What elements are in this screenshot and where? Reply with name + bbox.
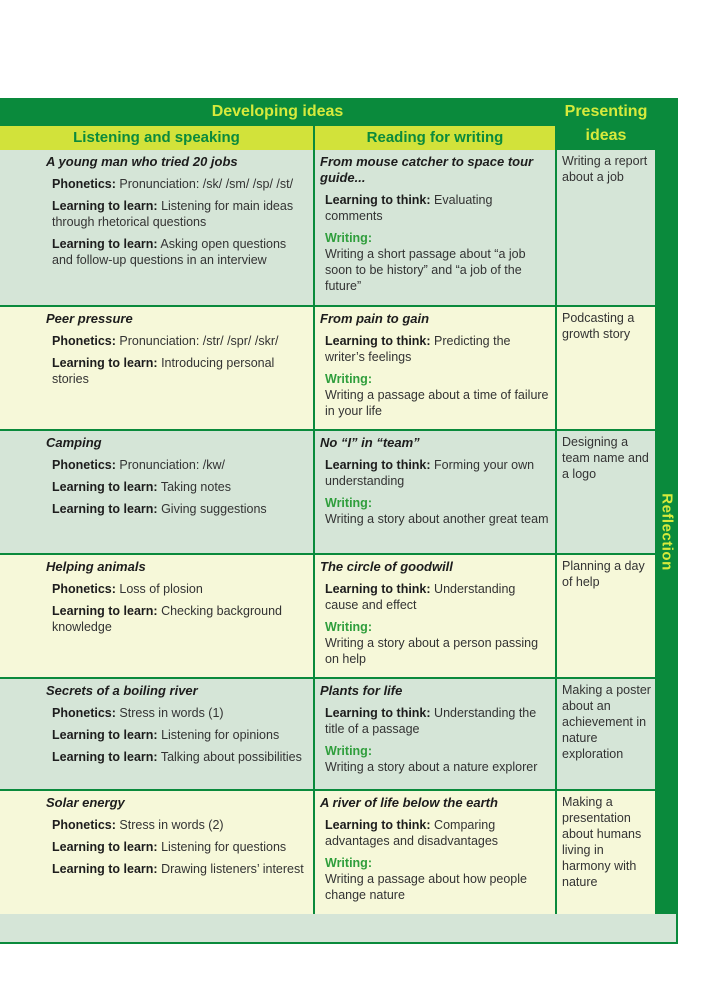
- presenting-ideas-header: [557, 98, 655, 150]
- presenting-cell: [557, 679, 655, 789]
- presenting-cell: [557, 555, 655, 677]
- listening-cell: [0, 555, 313, 677]
- learning-to-learn-item: Learning to learn: Taking notes: [52, 480, 232, 494]
- listening-title: A young man who tried 20 jobs: [46, 154, 238, 169]
- listening-title: Camping: [46, 435, 102, 450]
- learning-to-think-item: Learning to think: Forming your own understanding: [325, 458, 535, 488]
- listening-title: Secrets of a boiling river: [46, 683, 198, 698]
- unit-row: [0, 150, 655, 305]
- writing-item: Writing: Writing a story about a person passing on help: [325, 620, 539, 666]
- listening-title: Helping animals: [46, 559, 146, 574]
- presenting-text: Planning a day of help: [562, 559, 645, 589]
- reading-title: Plants for life: [320, 683, 403, 698]
- learning-to-learn-item: Learning to learn: Drawing listeners’ interest: [52, 862, 304, 876]
- listening-speaking-header: Listening and speaking: [0, 126, 313, 150]
- learning-to-learn-item: Learning to learn: Asking open questions and follow-up questions in an interview: [52, 237, 287, 267]
- reading-writing-header: Reading for writing: [315, 126, 555, 150]
- learning-to-think-item: Learning to think: Predicting the writer’s feelings: [325, 334, 511, 364]
- learning-to-think-item: Learning to think: Evaluating comments: [325, 193, 493, 223]
- presenting-cell: [557, 150, 655, 305]
- learning-to-learn-item: Learning to learn: Talking about possibilities: [52, 750, 302, 764]
- learning-to-learn-item: Learning to learn: Listening for main ideas through rhetorical questions: [52, 199, 294, 229]
- reading-cell: [315, 555, 555, 677]
- phonetics-item: Phonetics: Pronunciation: /sk/ /sm/ /sp/ /st/: [52, 177, 294, 191]
- learning-to-learn-item: Learning to learn: Introducing personal stories: [52, 356, 275, 386]
- presenting-text: Making a poster about an achievement in nature exploration: [562, 683, 651, 761]
- reflection-column: [655, 150, 678, 914]
- writing-item: Writing: Writing a passage about a time of failure in your life: [325, 372, 549, 418]
- unit-row: [0, 555, 655, 677]
- presenting-header-line2: ideas: [585, 127, 627, 144]
- phonetics-item: Phonetics: Pronunciation: /kw/: [52, 458, 225, 472]
- reading-title: No “I” in “team”: [320, 435, 420, 450]
- reading-title: A river of life below the earth: [320, 795, 498, 810]
- listening-cell: [0, 307, 313, 429]
- reading-cell: [315, 307, 555, 429]
- unit-row: [0, 431, 655, 553]
- presenting-text: Writing a report about a job: [562, 154, 648, 184]
- reading-cell: [315, 431, 555, 553]
- developing-ideas-header: Developing ideas: [211, 103, 344, 120]
- reading-title: From pain to gain: [320, 311, 430, 326]
- presenting-cell: [557, 791, 655, 914]
- listening-cell: [0, 431, 313, 553]
- phonetics-item: Phonetics: Pronunciation: /str/ /spr/ /skr/: [52, 334, 279, 348]
- phonetics-item: Phonetics: Loss of plosion: [52, 582, 203, 596]
- contents-table: [0, 98, 678, 944]
- reading-title: From mouse catcher to space tour guide...: [320, 154, 534, 185]
- presenting-cell: [557, 431, 655, 553]
- learning-to-think-item: Learning to think: Understanding cause and effect: [325, 582, 516, 612]
- learning-to-learn-item: Learning to learn: Giving suggestions: [52, 502, 267, 516]
- reading-title: The circle of goodwill: [320, 559, 453, 574]
- listening-cell: [0, 679, 313, 789]
- phonetics-item: Phonetics: Stress in words (1): [52, 706, 224, 720]
- writing-item: Writing: Writing a passage about how people change nature: [325, 856, 527, 902]
- listening-cell: [0, 150, 313, 305]
- presenting-cell: [557, 307, 655, 429]
- reading-cell: [315, 791, 555, 914]
- phonetics-item: Phonetics: Stress in words (2): [52, 818, 224, 832]
- reflection-label: Reflection: [658, 493, 675, 571]
- writing-item: Writing: Writing a story about a nature explorer: [325, 744, 538, 774]
- learning-to-learn-item: Learning to learn: Listening for questions: [52, 840, 287, 854]
- learning-to-learn-item: Learning to learn: Listening for opinions: [52, 728, 280, 742]
- unit-row: [0, 307, 655, 429]
- presenting-text: Designing a team name and a logo: [562, 435, 649, 481]
- reading-cell: [315, 150, 555, 305]
- writing-item: Writing: Writing a story about another great team: [325, 496, 549, 526]
- presenting-text: Making a presentation about humans living in harmony with nature: [562, 795, 642, 889]
- learning-to-learn-item: Learning to learn: Checking background knowledge: [52, 604, 282, 634]
- unit-row: [0, 679, 655, 789]
- listening-title: Peer pressure: [46, 311, 133, 326]
- unit-row: [0, 791, 655, 914]
- learning-to-think-item: Learning to think: Comparing advantages and disadvantages: [325, 818, 499, 848]
- table-bottom-band: [0, 914, 676, 942]
- learning-to-think-item: Learning to think: Understanding the title of a passage: [325, 706, 537, 736]
- writing-item: Writing: Writing a short passage about “a job soon to be history” and “a job of the future”: [325, 231, 526, 293]
- reading-cell: [315, 679, 555, 789]
- presenting-header-line1: Presenting: [564, 103, 648, 120]
- listening-cell: [0, 791, 313, 914]
- presenting-text: Podcasting a growth story: [562, 311, 635, 341]
- listening-title: Solar energy: [46, 795, 125, 810]
